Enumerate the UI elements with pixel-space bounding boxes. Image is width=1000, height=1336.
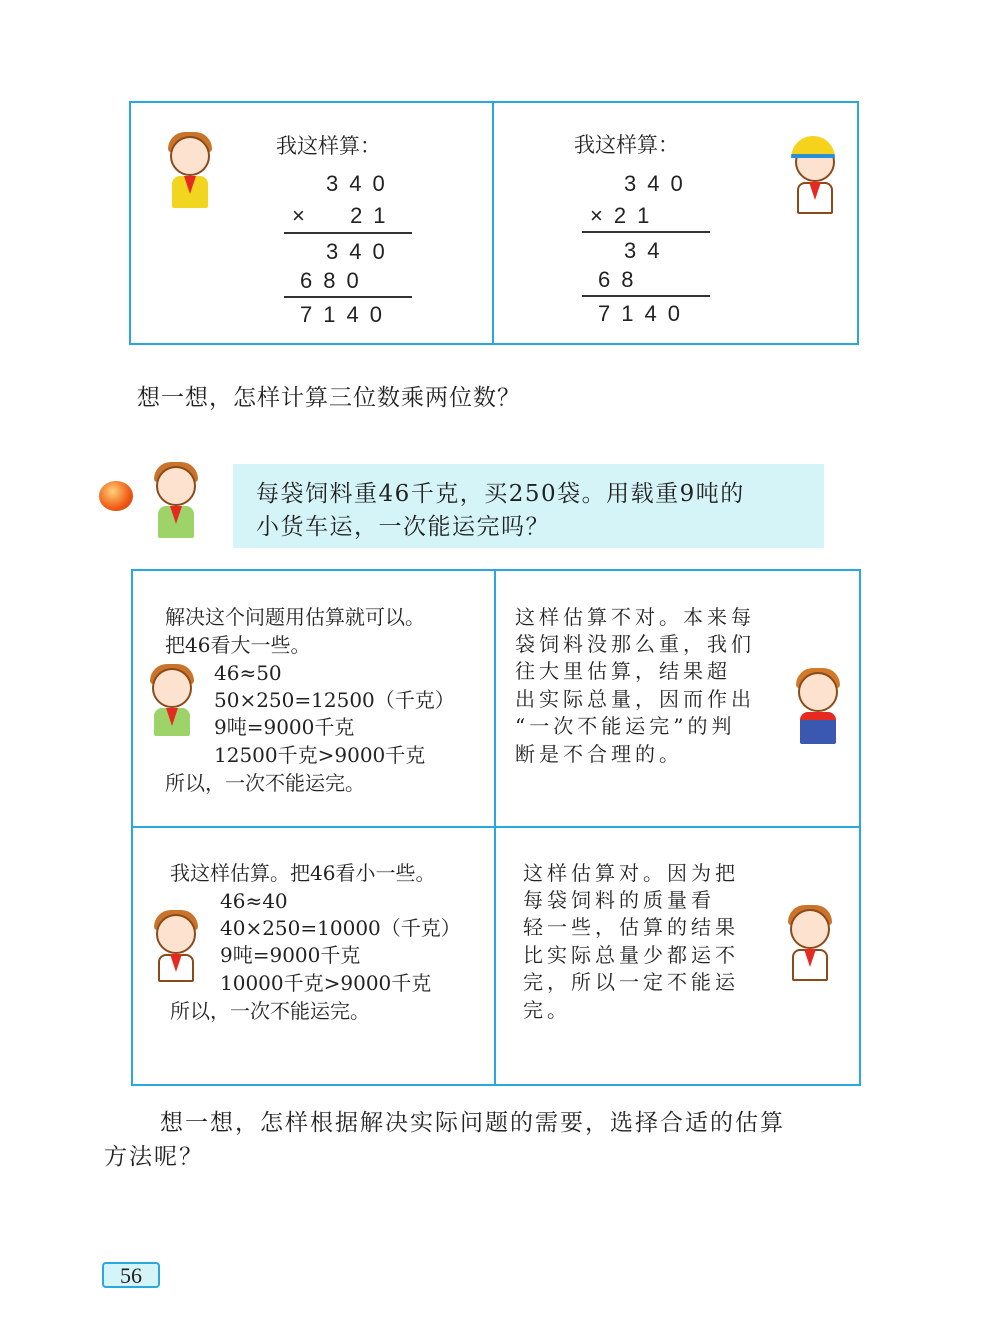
girl-illustration xyxy=(142,664,202,738)
text-line: 完。 xyxy=(523,998,571,1022)
question-1: 想一想，怎样计算三位数乘两位数？ xyxy=(137,385,521,411)
question-2-line-2: 方法呢？ xyxy=(104,1144,204,1170)
problem-line-1: 每袋饲料重46千克，买250袋。用载重9吨的 xyxy=(256,481,745,507)
calc-left-line-4: 680 xyxy=(300,268,370,293)
apple-icon xyxy=(99,481,133,511)
text-line: 46≈50 xyxy=(214,661,282,685)
text-line: 9吨=9000千克 xyxy=(220,943,361,967)
text-line: 把46看大一些。 xyxy=(165,633,311,657)
calc-right-line-5: 7140 xyxy=(598,301,691,326)
girl-illustration xyxy=(146,910,206,984)
girl-illustration xyxy=(780,905,840,983)
text-line: 40×250=10000（千克） xyxy=(220,916,461,940)
boy-cap-illustration xyxy=(785,138,845,216)
calc-right-line-2: ×21 xyxy=(590,203,661,228)
text-line: 比实际总量少都运不 xyxy=(523,943,739,967)
text-line: 袋饲料没那么重，我们 xyxy=(515,632,755,656)
calc-left-line-3: 340 xyxy=(326,239,396,264)
text-line: 9吨=9000千克 xyxy=(214,715,355,739)
text-line: 每袋饲料的质量看 xyxy=(523,888,715,912)
question-2-line-1: 想一想，怎样根据解决实际问题的需要，选择合适的估算 xyxy=(160,1110,785,1136)
text-line: 这样估算不对。本来每 xyxy=(515,605,755,629)
text-line: 10000千克>9000千克 xyxy=(220,971,432,995)
calc-right-line-3: 34 xyxy=(624,238,671,263)
text-line: 往大里估算，结果超 xyxy=(515,659,731,683)
text-line: 所以，一次不能运完。 xyxy=(165,771,365,795)
estimate-table-hdivider xyxy=(131,826,861,828)
calc-title-left: 我这样算： xyxy=(276,134,381,158)
problem-line-2: 小货车运，一次能运完吗？ xyxy=(256,514,550,540)
calc-right-rule-1 xyxy=(582,231,710,233)
text-line: 这样估算对。因为把 xyxy=(523,861,739,885)
text-line: 所以，一次不能运完。 xyxy=(170,999,370,1023)
boy-illustration xyxy=(788,668,848,746)
calc-table xyxy=(129,101,859,345)
text-line: 解决这个问题用估算就可以。 xyxy=(165,605,425,629)
calc-left-line-1: 340 xyxy=(326,171,396,196)
text-line: 12500千克>9000千克 xyxy=(214,743,426,767)
calc-left-line-5: 7140 xyxy=(300,302,393,327)
page-number: 56 xyxy=(102,1262,160,1288)
calc-right-line-1: 340 xyxy=(624,171,694,196)
text-line: 46≈40 xyxy=(220,889,288,913)
text-line: “一次不能运完”的判 xyxy=(515,714,736,738)
girl-illustration xyxy=(160,132,220,210)
calc-left-rule-2 xyxy=(284,296,412,298)
calc-right-line-4: 68 xyxy=(598,267,645,292)
text-line: 完，所以一定不能运 xyxy=(523,970,739,994)
calc-table-divider xyxy=(492,101,494,345)
text-line: 出实际总量，因而作出 xyxy=(515,687,755,711)
text-line: 我这样估算。把46看小一些。 xyxy=(170,861,436,885)
calc-title-right: 我这样算： xyxy=(574,133,679,157)
text-line: 50×250=12500（千克） xyxy=(214,688,455,712)
calc-right-rule-2 xyxy=(582,295,710,297)
text-line: 轻一些，估算的结果 xyxy=(523,915,739,939)
girl-illustration xyxy=(146,462,206,540)
calc-left-line-2: × 21 xyxy=(292,203,397,228)
text-line: 断是不合理的。 xyxy=(515,742,683,766)
calc-left-rule-1 xyxy=(284,232,412,234)
